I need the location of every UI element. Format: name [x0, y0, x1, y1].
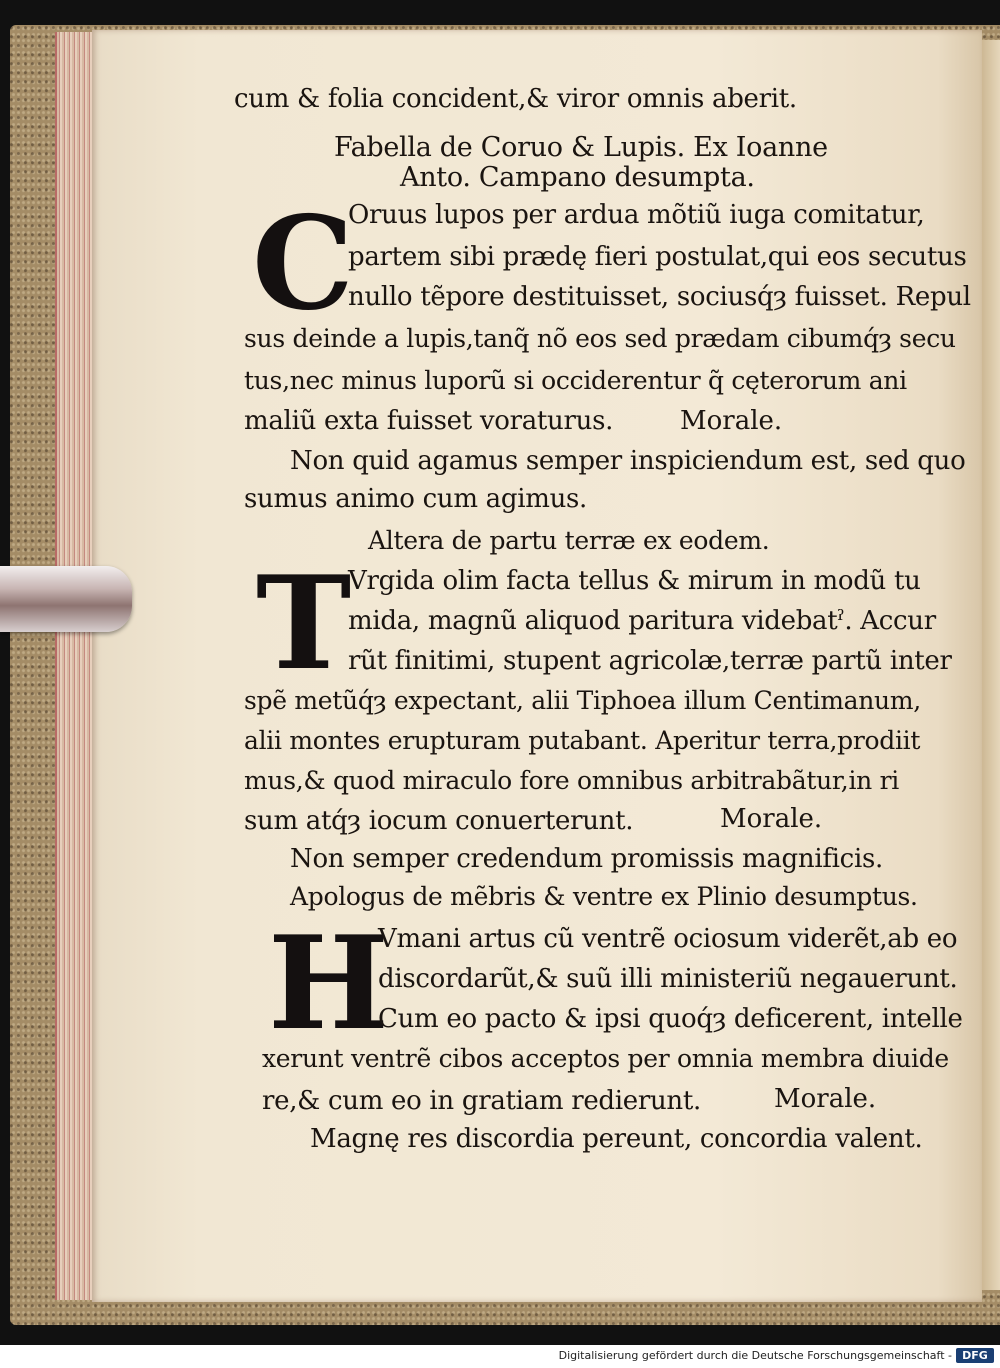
moral-line: Non semper credendum promissis magnificis. — [290, 844, 883, 874]
dfg-logo-icon: DFG — [956, 1348, 994, 1363]
text-line: discordarũt,& suũ illi ministeriũ negauerunt. — [378, 964, 958, 994]
text-line: cum & folia concident,& viror omnis aberit. — [234, 84, 797, 114]
text-line: Cum eo pacto & ipsi quoq́ȝ deficerent, intelle — [378, 1004, 963, 1034]
text-line: alii montes erupturam putabant. Aperitur terra,prodiit — [244, 726, 921, 755]
text-line: maliũ exta fuisset voraturus. — [244, 406, 614, 436]
fable-title: Fabella de Coruo & Lupis. Ex Ioanne — [334, 132, 828, 163]
text-line: Oruus lupos per ardua mõtiũ iuga comitatur, — [348, 200, 925, 230]
fable-title-cont: Anto. Campano desumpta. — [400, 162, 755, 193]
text-line: xerunt ventrẽ cibos acceptos per omnia membra diuide — [262, 1044, 949, 1073]
morale-label: Morale. — [720, 804, 823, 834]
text-line: spẽ metũq́ȝ expectant, alii Tiphoea illum Centimanum, — [244, 686, 921, 715]
text-line: rũt finitimi, stupent agricolæ,terræ partũ inter — [348, 646, 952, 676]
dropcap-h: H — [268, 909, 389, 1059]
text-line: tus,nec minus luporũ si occiderentur q̃ cęterorum ani — [244, 366, 907, 395]
text-line: sus deinde a lupis,tanq̃ nõ eos sed prædam cibumq́ȝ secu — [244, 324, 956, 353]
moral-line: sumus animo cum agimus. — [244, 484, 588, 514]
moral-line: Non quid agamus semper inspiciendum est, sed quo — [290, 446, 966, 476]
text-line: Vrgida olim facta tellus & mirum in modũ tu — [348, 566, 921, 596]
funding-credit: Digitalisierung gefördert durch die Deutsche Forschungsgemeinschaft - — [558, 1349, 952, 1362]
dropcap-c: C — [252, 189, 354, 339]
fable-title: Altera de partu terræ ex eodem. — [368, 526, 770, 555]
morale-label: Morale. — [680, 406, 783, 436]
text-line: nullo tẽpore destituisset, sociusq́ȝ fuisset. Repul — [348, 282, 971, 312]
text-line: sum atq́ȝ iocum conuerterunt. — [244, 806, 634, 836]
dropcap-t: T — [256, 549, 352, 699]
morale-label: Morale. — [774, 1084, 877, 1114]
text-line: Vmani artus cũ ventrẽ ociosum viderẽt,ab eo — [378, 924, 958, 954]
moral-line: Magnę res discordia pereunt, concordia valent. — [310, 1124, 923, 1154]
text-line: re,& cum eo in gratiam redierunt. — [262, 1086, 701, 1116]
text-line: mida, magnũ aliquod paritura videbatˀ. Accur — [348, 606, 936, 636]
fable-title: Apologus de mẽbris & ventre ex Plinio desumptus. — [290, 882, 918, 911]
text-line: mus,& quod miraculo fore omnibus arbitrabãtur,in ri — [244, 766, 899, 795]
text-line: partem sibi prædę fieri postulat,qui eos secutus — [348, 242, 967, 272]
